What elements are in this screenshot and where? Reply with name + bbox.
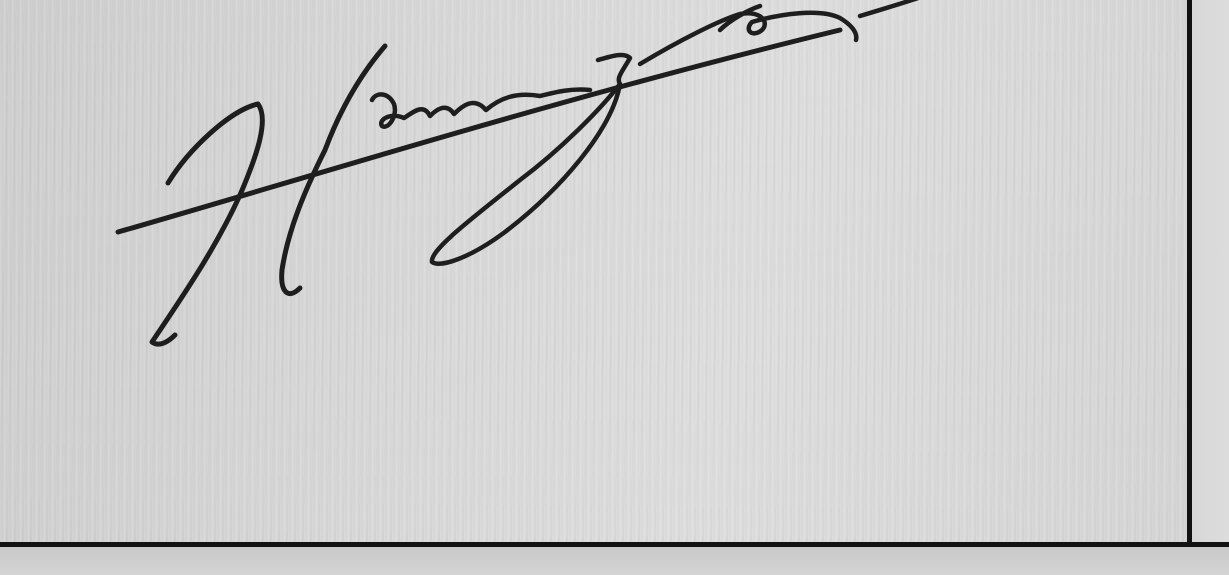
signature-letter-h-left (152, 104, 262, 344)
signature-letter-z-loop (432, 55, 630, 264)
signature-underline-stroke (118, 30, 840, 232)
signature-letters-am (372, 89, 590, 126)
signature-trailing-flourish (640, 0, 918, 64)
form-border-bottom (0, 542, 1229, 547)
form-border-right (1187, 0, 1192, 547)
